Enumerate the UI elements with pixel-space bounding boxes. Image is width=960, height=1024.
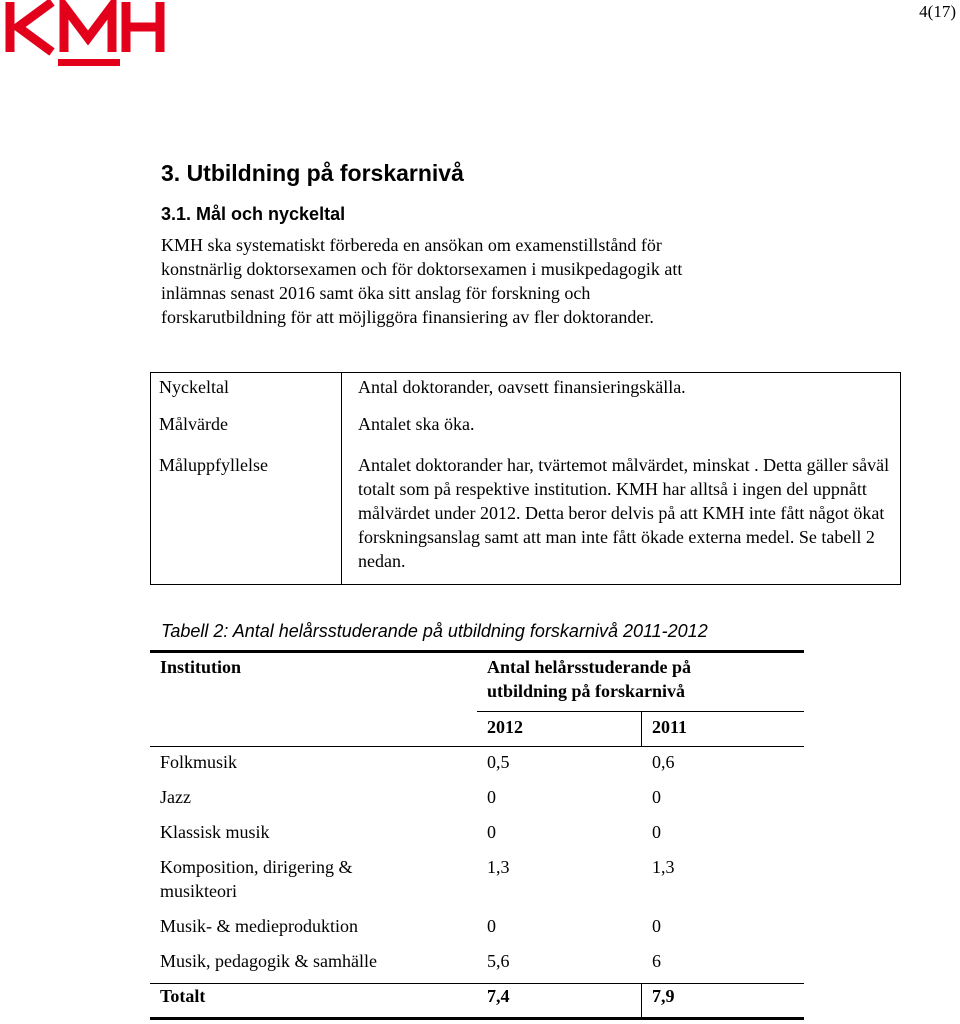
kpi-value: Antalet ska öka. bbox=[358, 414, 475, 434]
table-rule bbox=[150, 746, 804, 747]
page-number: 4(17) bbox=[919, 2, 956, 21]
intro-line: inlämnas senast 2016 samt öka sitt anslag för forskning och bbox=[161, 283, 591, 303]
kpi-table-divider bbox=[341, 372, 342, 585]
kpi-label: Måluppfyllelse bbox=[159, 455, 268, 475]
row-value-2011: 0 bbox=[652, 916, 661, 936]
row-value-2011: 0 bbox=[652, 822, 661, 842]
intro-line: forskarutbildning för att möjliggöra finansiering av fler doktorander. bbox=[161, 307, 654, 327]
row-institution: Komposition, dirigering & bbox=[160, 857, 353, 877]
intro-paragraph bbox=[161, 233, 801, 329]
row-institution: Jazz bbox=[160, 787, 191, 807]
students-table bbox=[150, 650, 804, 1022]
row-value-2012: 1,3 bbox=[487, 857, 510, 877]
total-label: Totalt bbox=[160, 986, 206, 1006]
table-divider bbox=[641, 983, 642, 1018]
kpi-label: Målvärde bbox=[159, 414, 228, 434]
total-value-2012: 7,4 bbox=[487, 986, 510, 1006]
row-institution: Folkmusik bbox=[160, 752, 238, 772]
header-year-2011: 2011 bbox=[652, 717, 688, 737]
section-subtitle: 3.1. Mål och nyckeltal bbox=[161, 204, 346, 224]
row-institution: Musik, pedagogik & samhälle bbox=[160, 951, 377, 971]
table-rule bbox=[150, 650, 804, 653]
kpi-table-border bbox=[150, 372, 901, 585]
total-value-2011: 7,9 bbox=[652, 986, 675, 1006]
table-divider bbox=[641, 711, 642, 747]
section-title: 3. Utbildning på forskarnivå bbox=[161, 160, 464, 186]
header-group-line2: utbildning på forskarnivå bbox=[487, 681, 686, 701]
kpi-label: Nyckeltal bbox=[159, 377, 229, 397]
table-rule bbox=[150, 1017, 804, 1020]
table-caption: Tabell 2: Antal helårsstuderande på utbildning forskarnivå 2011-2012 bbox=[161, 621, 708, 641]
kpi-value: Antalet doktorander har, tvärtemot målvärdet, minskat . Detta gäller såväl totalt som på respektive institution. KMH har alltså i ingen del uppnått målvärdet under 2012. Detta beror delvis på att KMH inte fått något ökat forskningsanslag samt att man inte fått ökade externa medel. Se tabell 2 nedan. bbox=[358, 455, 890, 571]
row-value-2011: 0,6 bbox=[652, 752, 675, 772]
table-rule bbox=[150, 983, 804, 984]
row-institution: Musik- & medieproduktion bbox=[160, 916, 358, 936]
kmh-logo bbox=[0, 0, 170, 68]
row-institution: Klassisk musik bbox=[160, 822, 270, 842]
intro-line: konstnärlig doktorsexamen och för doktorsexamen i musikpedagogik att bbox=[161, 259, 683, 279]
header-institution: Institution bbox=[160, 657, 242, 677]
kpi-value: Antal doktorander, oavsett finansieringskälla. bbox=[358, 377, 686, 397]
row-value-2012: 0,5 bbox=[487, 752, 510, 772]
row-institution-line2: musikteori bbox=[160, 881, 237, 901]
row-value-2012: 0 bbox=[487, 822, 496, 842]
header-group-line1: Antal helårsstuderande på bbox=[487, 657, 692, 677]
row-value-2012: 0 bbox=[487, 787, 496, 807]
row-value-2012: 5,6 bbox=[487, 951, 510, 971]
row-value-2011: 1,3 bbox=[652, 857, 675, 877]
row-value-2012: 0 bbox=[487, 916, 496, 936]
header-year-2012: 2012 bbox=[487, 717, 523, 737]
row-value-2011: 0 bbox=[652, 787, 661, 807]
row-value-2011: 6 bbox=[652, 951, 661, 971]
intro-line: KMH ska systematiskt förbereda en ansökan om examenstillstånd för bbox=[161, 235, 662, 255]
